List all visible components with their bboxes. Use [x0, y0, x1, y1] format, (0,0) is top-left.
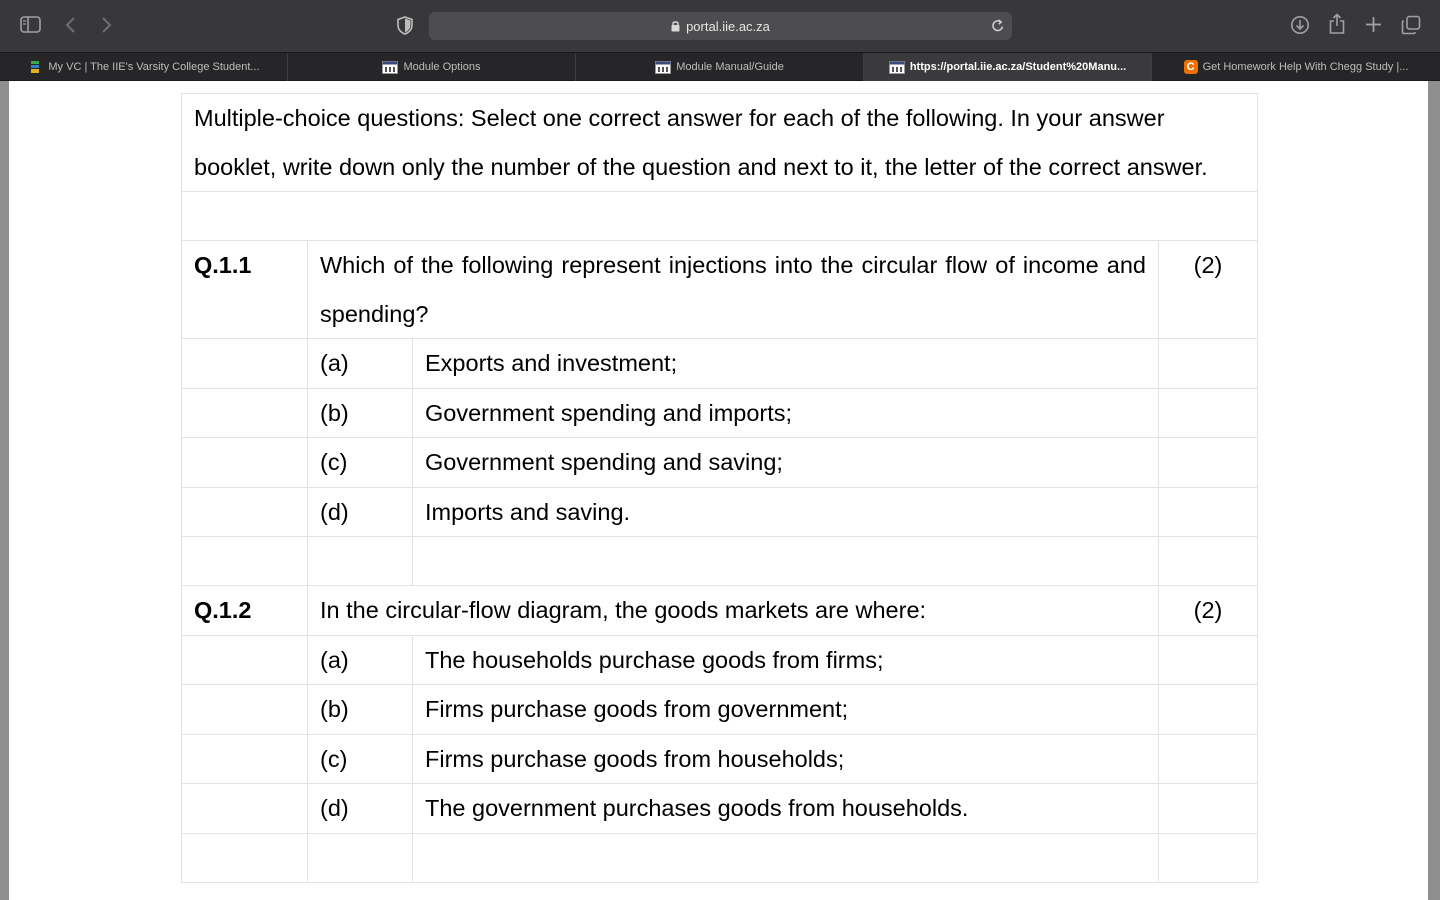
page-scrollbar-gutter[interactable] [1428, 81, 1440, 900]
tab-chegg[interactable]: C Get Homework Help With Chegg Study |... [1152, 53, 1440, 81]
option-row [182, 635, 1258, 685]
option-letter: (b) [308, 388, 413, 438]
tab-module-manual[interactable]: Module Manual/Guide [576, 53, 864, 81]
option-row [182, 784, 1258, 834]
instructions [182, 94, 1258, 192]
instructions-text: Multiple-choice questions: Select one correct answer for each of the following. In your answer booklet, write down only the number of the question and next to it, the letter of the correct answer. [194, 105, 1208, 180]
option-letter: (a) [308, 339, 413, 389]
option-row [182, 685, 1258, 735]
intro-row [182, 94, 1258, 192]
option-text: Firms purchase goods from households; [413, 734, 1159, 784]
spacer-row [182, 833, 1258, 882]
question-marks: (2) [1159, 586, 1258, 636]
option-letter: (c) [308, 438, 413, 488]
tab-bar [0, 52, 1440, 81]
portal-icon [382, 60, 398, 74]
question-number: Q.1.1 [182, 241, 308, 339]
portal-icon [655, 60, 671, 74]
question-marks: (2) [1159, 241, 1258, 339]
option-text: Imports and saving. [413, 487, 1159, 537]
tab-module-options[interactable]: Module Options [288, 53, 576, 81]
page-viewport [9, 81, 1428, 900]
option-letter: (a) [308, 635, 413, 685]
question-row [182, 241, 1258, 339]
back-icon[interactable] [64, 16, 78, 34]
option-text: The government purchases goods from households. [413, 784, 1159, 834]
option-text: Government spending and saving; [413, 438, 1159, 488]
share-icon[interactable] [1328, 13, 1346, 35]
questions-table [181, 93, 1258, 883]
spacer-row [182, 192, 1258, 241]
option-row [182, 339, 1258, 389]
chegg-icon [1184, 60, 1198, 74]
address-bar[interactable] [429, 12, 1012, 40]
privacy-shield-icon[interactable] [397, 16, 413, 35]
option-row [182, 487, 1258, 537]
option-letter: (d) [308, 487, 413, 537]
chegg-icon-letter: C [1186, 61, 1195, 73]
option-text: Government spending and imports; [413, 388, 1159, 438]
new-tab-icon[interactable] [1365, 16, 1382, 33]
option-letter: (b) [308, 685, 413, 735]
option-row [182, 438, 1258, 488]
option-text: The households purchase goods from firms; [413, 635, 1159, 685]
question-row [182, 586, 1258, 636]
browser-toolbar [0, 0, 1440, 52]
url-text: portal.iie.ac.za [686, 18, 770, 34]
tab-student-manual[interactable]: https://portal.iie.ac.za/Student%20Manu... [864, 53, 1152, 81]
reload-icon[interactable] [991, 18, 1005, 37]
downloads-icon[interactable] [1290, 15, 1310, 35]
option-row [182, 734, 1258, 784]
tab-my-vc[interactable]: My VC | The IIE's Varsity College Student... [0, 53, 288, 81]
option-letter: (d) [308, 784, 413, 834]
sidebar-toggle-icon[interactable] [20, 16, 41, 33]
portal-icon [889, 60, 905, 74]
option-letter: (c) [308, 734, 413, 784]
question-text: In the circular-flow diagram, the goods markets are where: [308, 586, 1159, 636]
question-number: Q.1.2 [182, 586, 308, 636]
question-document [181, 93, 1257, 883]
spacer-row [182, 537, 1258, 586]
option-text: Firms purchase goods from government; [413, 685, 1159, 735]
option-row [182, 388, 1258, 438]
varsity-college-icon [27, 60, 43, 74]
forward-icon[interactable] [99, 16, 113, 34]
option-text: Exports and investment; [413, 339, 1159, 389]
question-text: Which of the following represent injections into the circular flow of income and spending? [308, 241, 1159, 339]
lock-icon [671, 20, 680, 32]
tab-overview-icon[interactable] [1401, 15, 1421, 35]
